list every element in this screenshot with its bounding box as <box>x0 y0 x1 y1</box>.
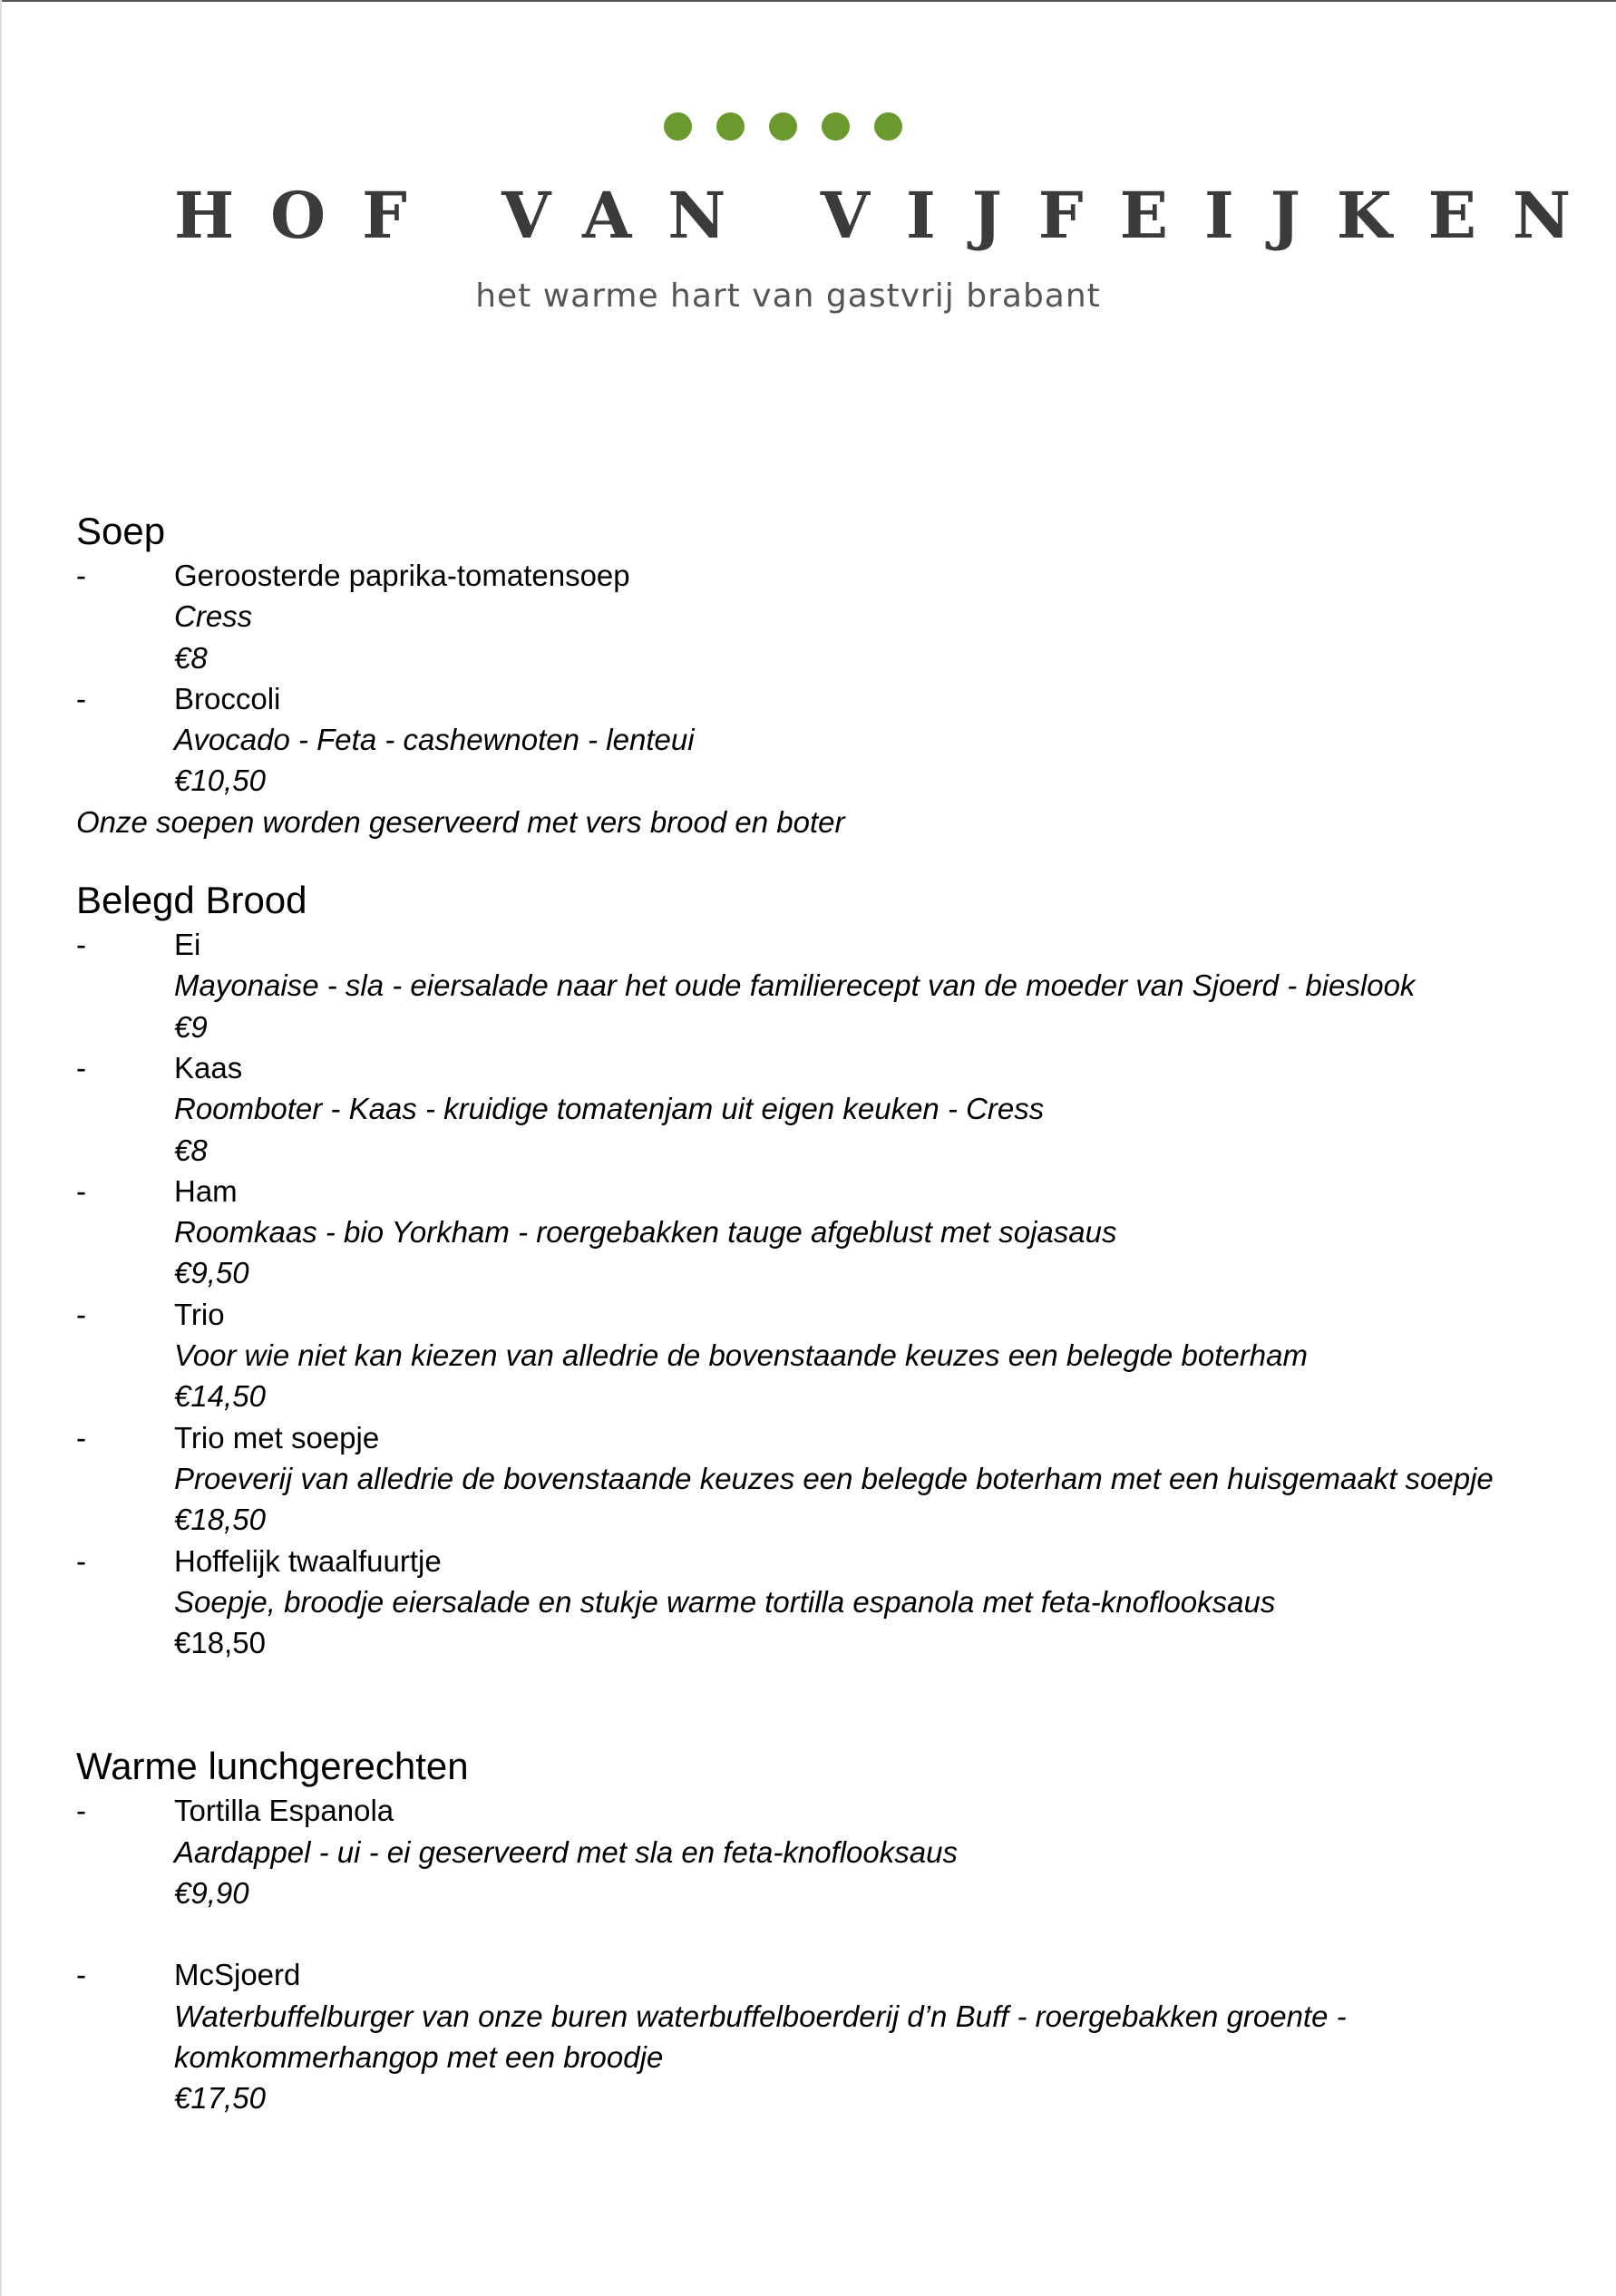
item-name: Ham <box>174 1173 238 1208</box>
menu-item <box>76 1954 1545 2118</box>
menu-content <box>76 508 1545 2119</box>
item-description: Mayonaise - sla - eiersalade naar het oude familierecept van de moeder van Sjoerd - bieslook <box>174 968 1416 1003</box>
item-price: €18,50 <box>174 1503 266 1537</box>
logo-dot <box>822 112 850 141</box>
page-top-border <box>0 0 1616 2</box>
item-description: Roomboter - Kaas - kruidige tomatenjam uit eigen keuken - Cress <box>174 1092 1045 1126</box>
item-price: €9,50 <box>174 1256 249 1290</box>
menu-item <box>76 1417 1545 1541</box>
logo-dot <box>664 112 692 141</box>
brand-tagline: het warme hart van gastvrij brabant <box>475 277 1101 315</box>
item-dash: - <box>76 681 86 715</box>
item-dash: - <box>76 1297 86 1331</box>
menu-item <box>76 924 1545 1047</box>
section-warme-lunchgerechten <box>76 1743 1545 2118</box>
item-price: €9 <box>174 1009 208 1044</box>
logo-dot <box>769 112 797 141</box>
item-price: €8 <box>174 640 208 675</box>
item-dash: - <box>76 1173 86 1208</box>
item-description: Waterbuffelburger van onze buren waterbuffelboerderij d’n Buff - roergebakken groente - komkommerhangop met een broodje <box>174 1999 1347 2074</box>
logo-dot <box>716 112 745 141</box>
section-title: Warme lunchgerechten <box>76 1745 469 1788</box>
item-dash: - <box>76 1958 86 1992</box>
section-note: Onze soepen worden geserveerd met vers brood en boter <box>76 804 845 839</box>
item-name: Trio met soepje <box>174 1420 380 1454</box>
menu-item <box>76 1790 1545 1913</box>
item-description: Proeverij van alledrie de bovenstaande keuzes een belegde boterham met een huisgemaakt soepje <box>174 1461 1494 1495</box>
item-description: Cress <box>174 599 253 634</box>
section-belegd-brood <box>76 877 1545 1663</box>
menu-item <box>76 1294 1545 1417</box>
item-price: €17,50 <box>174 2081 266 2116</box>
item-name: Hoffelijk twaalfuurtje <box>174 1543 442 1578</box>
item-description: Soepje, broodje eiersalade en stukje warme tortilla espanola met feta-knoflooksaus <box>174 1584 1276 1619</box>
item-description: Aardappel - ui - ei geserveerd met sla en feta-knoflooksaus <box>174 1834 958 1869</box>
item-price: €8 <box>174 1133 208 1167</box>
item-price: €10,50 <box>174 764 266 798</box>
item-name: Tortilla Espanola <box>174 1794 394 1828</box>
menu-item <box>76 1541 1545 1664</box>
section-soep <box>76 508 1545 842</box>
item-name: Ei <box>174 928 201 962</box>
item-name: Broccoli <box>174 681 281 715</box>
menu-item <box>76 1171 1545 1294</box>
item-price: €18,50 <box>174 1626 266 1660</box>
item-price: €14,50 <box>174 1379 266 1414</box>
item-description: Avocado - Feta - cashewnoten - lenteui <box>174 723 695 757</box>
item-dash: - <box>76 1050 86 1085</box>
item-dash: - <box>76 928 86 962</box>
item-name: Geroosterde paprika-tomatensoep <box>174 559 630 592</box>
logo-dot <box>874 112 902 141</box>
item-dash: - <box>76 559 86 592</box>
item-description: Voor wie niet kan kiezen van alledrie de bovenstaande keuzes een belegde boterham <box>174 1338 1308 1373</box>
item-dash: - <box>76 1794 86 1828</box>
item-dash: - <box>76 1420 86 1454</box>
item-dash: - <box>76 1543 86 1578</box>
menu-item <box>76 555 1545 678</box>
menu-item <box>76 678 1545 802</box>
page-left-border <box>0 0 2 2296</box>
item-price: €9,90 <box>174 1876 249 1911</box>
item-name: McSjoerd <box>174 1958 301 1992</box>
section-title: Belegd Brood <box>76 879 307 922</box>
menu-item <box>76 1047 1545 1171</box>
item-name: Kaas <box>174 1050 243 1085</box>
logo <box>0 107 1616 343</box>
logo-dots <box>664 112 902 141</box>
brand-name: HOF VAN VIJFEIJKEN <box>174 178 1607 253</box>
item-description: Roomkaas - bio Yorkham - roergebakken tauge afgeblust met sojasaus <box>174 1215 1117 1250</box>
section-title: Soep <box>76 510 166 552</box>
item-name: Trio <box>174 1297 225 1331</box>
